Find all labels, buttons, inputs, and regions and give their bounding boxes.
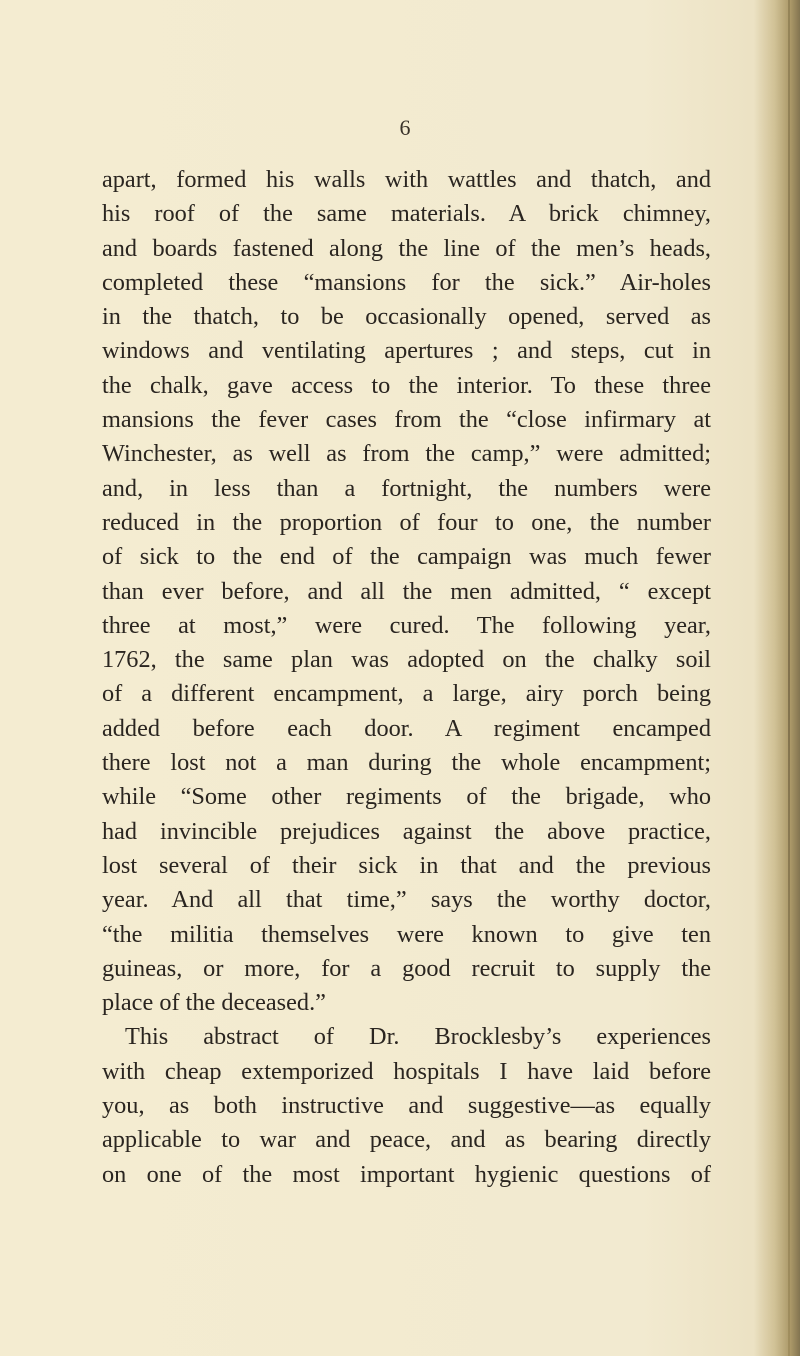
text-line: apart, formed his walls with wattles and thatch, and bbox=[102, 166, 711, 193]
text-line: of sick to the end of the campaign was much fewer bbox=[102, 543, 711, 571]
page-edge-shadow bbox=[754, 0, 800, 1356]
text-line: “the militia themselves were known to give ten bbox=[102, 920, 711, 948]
text-line: and, in less than a fortnight, the numbers were bbox=[102, 474, 711, 502]
body-text bbox=[102, 163, 711, 1192]
text-line: while “Some other regiments of the brigade, who bbox=[102, 783, 711, 811]
text-line: completed these “mansions for the sick.” Air-holes bbox=[102, 268, 711, 296]
text-line: mansions the fever cases from the “close infirmary at bbox=[102, 406, 711, 434]
text-line: with cheap extemporized hospitals I have laid before bbox=[102, 1057, 711, 1085]
text-line: lost several of their sick in that and the previous bbox=[102, 851, 711, 879]
text-line: This abstract of Dr. Brocklesby’s experiences bbox=[125, 1023, 711, 1051]
page-number: 6 bbox=[399, 115, 411, 140]
text-line: reduced in the proportion of four to one, the number bbox=[102, 508, 711, 536]
text-line: on one of the most important hygienic questions of bbox=[102, 1160, 711, 1188]
text-line: guineas, or more, for a good recruit to supply the bbox=[102, 954, 711, 982]
text-line: the chalk, gave access to the interior. To these three bbox=[102, 371, 711, 399]
text-line: and boards fastened along the line of the men’s heads, bbox=[102, 234, 711, 262]
text-line: windows and ventilating apertures ; and steps, cut in bbox=[102, 337, 711, 365]
text-line: three at most,” were cured. The following year, bbox=[102, 611, 711, 639]
text-line: his roof of the same materials. A brick chimney, bbox=[102, 200, 711, 228]
text-line: of a different encampment, a large, airy porch being bbox=[102, 680, 711, 708]
text-line: place of the deceased.” bbox=[102, 989, 326, 1017]
text-line: 1762, the same plan was adopted on the chalky soil bbox=[102, 646, 711, 674]
text-line: added before each door. A regiment encamped bbox=[102, 714, 711, 742]
page-edge-line bbox=[788, 0, 790, 1356]
text-line: applicable to war and peace, and as bearing directly bbox=[102, 1126, 711, 1154]
text-line: than ever before, and all the men admitted, “ except bbox=[102, 577, 711, 605]
text-line: had invincible prejudices against the above practice, bbox=[102, 817, 711, 845]
text-line: year. And all that time,” says the worthy doctor, bbox=[102, 886, 711, 914]
text-line: there lost not a man during the whole encampment; bbox=[102, 749, 711, 777]
text-line: you, as both instructive and suggestive—as equally bbox=[102, 1092, 711, 1120]
text-line: in the thatch, to be occasionally opened, served as bbox=[102, 303, 711, 331]
text-line: Winchester, as well as from the camp,” were admitted; bbox=[102, 440, 711, 468]
